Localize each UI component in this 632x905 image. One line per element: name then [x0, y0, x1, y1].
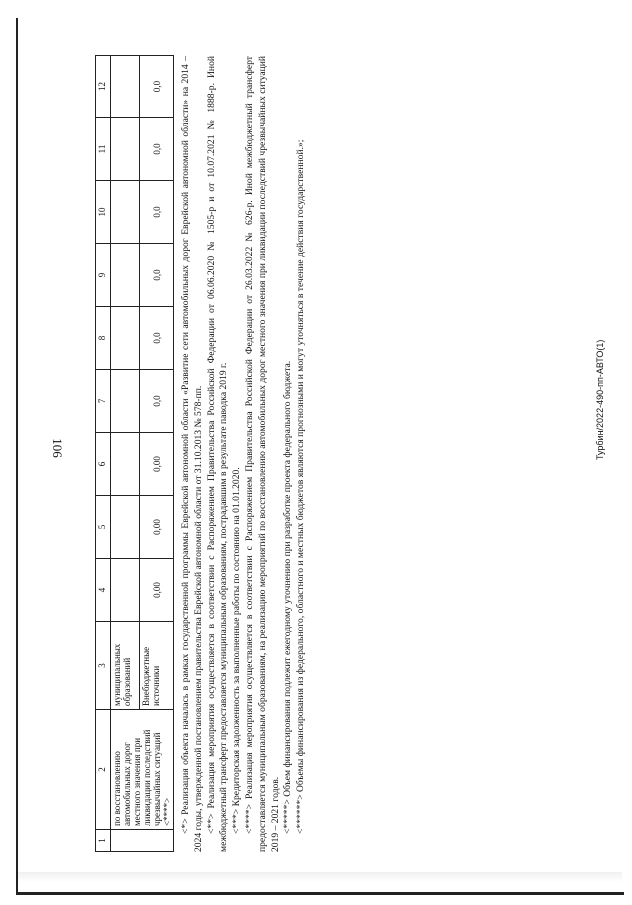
table-cell	[111, 181, 140, 244]
table-cell	[111, 244, 140, 307]
table-cell: 0,00	[140, 433, 174, 496]
footnotes	[180, 56, 308, 852]
document-code: Турбин/2022-490-пп-АВТО(1)	[595, 339, 605, 460]
column-number: 3	[96, 622, 111, 710]
table-cell: 0,0	[140, 56, 174, 118]
column-number: 1	[96, 830, 111, 852]
column-number: 12	[96, 56, 111, 118]
column-number: 6	[96, 433, 111, 496]
scan-edge	[16, 872, 622, 882]
footnote: <****> Реализация мероприятия осуществляется в соответствии с Распоряжением Правительства Российской Федерации от 26.03.2022 № 626-р. Иной межбюджетный трансферт предоставляется муниципальным образованиям, на реализацию мероприятий по восстановлению автомобильных дорог местного значения при ликвидации последствий чрезвычайных ситуаций 2019 – 2021 годов.	[243, 56, 281, 852]
column-number: 10	[96, 181, 111, 244]
financing-table	[95, 55, 174, 852]
table-cell	[111, 559, 140, 622]
table-cell: 0,00	[140, 496, 174, 559]
table-cell	[111, 307, 140, 370]
footnote: <*> Реализация объекта началась в рамках государственной программы Еврейской автономной области «Развитие сети автомобильных дорог Еврейской автономной области» на 2014 – 2024 годы, утвержденной постановлением правительства Еврейской автономной области от 31.10.2013 № 578-пп.	[180, 56, 204, 852]
footnote: <**> Реализация мероприятия осуществляется в соответствии с Распоряжением Правительства Российской Федерации от 06.06.2020 № 1505-р и от 10.07.2021 № 1888-р. Иной межбюджетный трансферт предоставляется муниципальным образованиям, пострадавшим в результате паводка 2019 г.	[205, 56, 230, 852]
table-cell: 0,0	[140, 181, 174, 244]
footnote: <*****> Объем финансирования подлежит ежегодному уточнению при разработке проекта федерального бюджета.	[282, 360, 294, 834]
table-cell: 0,00	[140, 559, 174, 622]
table-cell: 0,0	[140, 244, 174, 307]
table-cell	[111, 118, 140, 181]
footnote: <***> Кредиторская задолженность за выполненные работы по состоянию на 01.01.2020.	[231, 467, 243, 834]
table-cell	[111, 56, 140, 118]
column-number: 9	[96, 244, 111, 307]
table-cell	[111, 830, 174, 852]
funding-source-cell: Внебюджетные источники	[140, 622, 174, 710]
table-header-row	[96, 56, 111, 852]
table-cell	[111, 370, 140, 433]
page-number: 106	[50, 438, 65, 458]
table-cell: 0,0	[140, 370, 174, 433]
funding-source-cell: муниципальных образований	[111, 622, 140, 710]
column-number: 5	[96, 496, 111, 559]
column-number: 8	[96, 307, 111, 370]
table-cell	[111, 496, 140, 559]
measure-name-cell: по восстановлению автомобильных дорог местного значения при ликвидации последствий чрезвычайных ситуаций <****>	[111, 710, 174, 830]
column-number: 4	[96, 559, 111, 622]
table-row	[111, 56, 140, 852]
table-cell: 0,0	[140, 307, 174, 370]
column-number: 7	[96, 370, 111, 433]
column-number: 11	[96, 118, 111, 181]
table-cell	[111, 433, 140, 496]
rotated-page-content	[95, 52, 375, 852]
table-cell: 0,0	[140, 118, 174, 181]
column-number: 2	[96, 710, 111, 830]
footnote: <******> Объемы финансирования из федерального, областного и местных бюджетов являются прогнозными и могут уточняться в течение действия государственной.»;	[295, 139, 307, 834]
